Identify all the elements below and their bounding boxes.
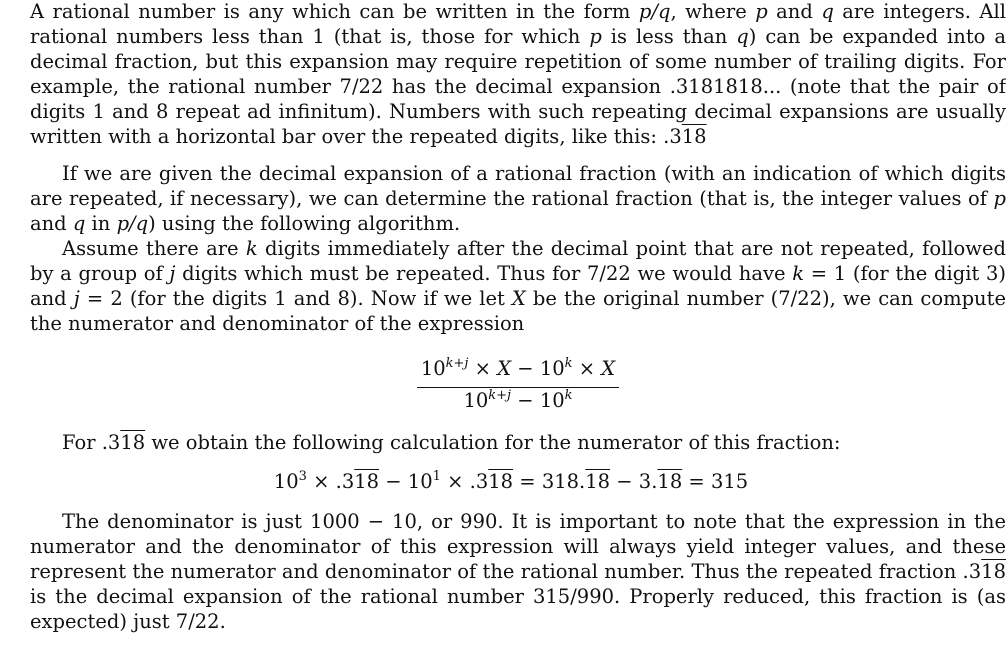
text: in [85,212,117,235]
text: ) can be expanded into a decimal fraction, but this expansion may require repetition of some number of trailing digits. For example, the rational number 7/22 has the decimal expansion .3181818... (note that the pair of digits 1 and 8 repeat ad infinitum). Numbers with such repeating decimal expansions are usually written with a horizontal bar over the repeated digits, like this: .3 [30,25,1006,148]
text: and [767,0,822,23]
text: × .3 [440,470,489,493]
text: is less than [601,25,737,48]
text: , where [670,0,756,23]
text: The denominator is just 1000 − 10, or 990. It is important to note that the expression in the numerator and the denominator of this expression will always yield integer values, and these represent the numerator and denominator of the rational number. Thus the repeated fraction .3 [30,510,1006,583]
repeating-digits-overbar: 18 [120,431,146,454]
text: be the original number (7/22), we can compute the numerator and denominator of the expression [30,287,1006,335]
exponent: 3 [298,469,307,484]
text: − 10 [511,357,565,380]
fraction-numerator [417,356,619,388]
paragraph-algorithm [30,236,1006,336]
math-p: p [755,0,768,23]
text: × [572,357,602,380]
repeating-digits-overbar: 18 [488,470,514,493]
document-page [30,0,1006,634]
text: 10 [463,389,489,412]
text: digits which must be repeated. Thus for 7/22 we would have [175,262,793,285]
math-q: q [736,25,749,48]
math-p-over-q: p/q [116,212,149,235]
text: − 3. [610,470,658,493]
text: and [30,212,73,235]
math-k: k [245,237,258,260]
math-X: X [511,287,526,310]
text: If we are given the decimal expansion of a rational fraction (with an indication of which digits are repeated, if necessary), we can determine the rational fraction (that is, the integer values of [30,162,1006,210]
exponent: k+j [445,356,469,371]
text: 10 [420,357,446,380]
text: × [468,357,498,380]
text: we obtain the following calculation for the numerator of this fraction: [145,431,841,454]
exponent: 1 [432,469,441,484]
repeating-digits-overbar: 18 [585,470,611,493]
text: A rational number is any which can be written in the form [30,0,639,23]
math-q: q [821,0,834,23]
text: − 10 [511,389,565,412]
text: Assume there are [62,237,246,260]
math-j: j [169,262,176,285]
text: − 10 [379,470,433,493]
math-q: q [72,212,86,235]
exponent: k [564,356,573,371]
text: = 2 (for the digits 1 and 8). Now if we let [79,287,512,310]
paragraph-example-calc [30,430,1006,455]
exponent: k+j [488,388,512,403]
math-X: X [601,357,616,380]
math-p: p [993,187,1006,210]
text: 10 [273,470,299,493]
text: × .3 [306,470,355,493]
repeating-digits-overbar: 18 [657,470,683,493]
text: ) using the following algorithm. [148,212,461,235]
fraction [417,356,619,416]
text: is the decimal expansion of the rational number 315/990. Properly reduced, this fraction is (as expected) just 7/22. [30,585,1006,633]
math-p-over-q: p/q [638,0,671,23]
repeating-digits-overbar: 18 [681,125,707,148]
paragraph-definition [30,0,1006,149]
text: For .3 [62,431,121,454]
text: = 315 [682,470,749,493]
exponent: k [564,388,573,403]
text: = 318. [513,470,586,493]
display-equation [30,469,1006,497]
repeating-digits-overbar: 18 [354,470,380,493]
fraction-denominator [459,388,576,416]
text: are integers. All rational numbers less than 1 (that is, those for which [30,0,1006,48]
display-fraction [30,356,1006,416]
math-p: p [589,25,602,48]
text: digits immediately after the decimal point that are not repeated, followed by a group of [30,237,1006,285]
math-j: j [73,287,80,310]
math-k: k [792,262,805,285]
paragraph-intro-algorithm [30,161,1006,236]
repeating-digits-overbar: 18 [981,560,1006,583]
text: = 1 (for the digit 3) and [30,262,1006,310]
paragraph-denominator [30,509,1006,634]
math-X: X [497,357,512,380]
